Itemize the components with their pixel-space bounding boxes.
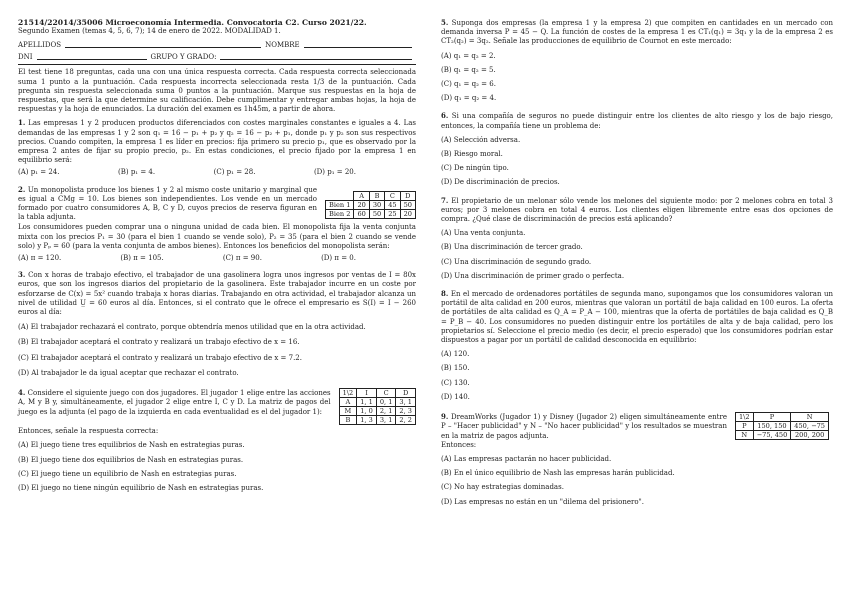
question-text: Con x horas de trabajo efectivo, el trabajador de una gasolinera logra unos ingresos por ventas de I = 80x euros, que son los ingresos diarios del propietario de la gasolinera. Este trabajador incurre en un coste por esforzarse de C(x) = 5x² cuando trabaja x horas diarias. Trabajando en otra actividad, el trabajador alcanza un nivel de utilidad U̲ = 60 euros al día. Entonces, si el contrato que le ofrece el empresario es S(I) = I − 260 euros al día: <box>18 271 416 317</box>
dni-field[interactable] <box>37 59 147 60</box>
question-3 <box>18 270 416 378</box>
question-text: Las empresas 1 y 2 producen productos diferenciados con costes marginales constantes e iguales a 4. Las demandas de las empresas 1 y 2 son q₁ = 16 − p₁ + p₂ y q₂ = 16 − p₂ + p₁, donde p₁ y p₂ son sus respectivos precios. Cuando compiten, la empresa 1 es líder en precios: fija primero su precio p₁, que es observado por la empresa 2 antes de fijar su propio precio, p₂. En estas condiciones, el precio fijado por la empresa 1 en equilibrio será: <box>18 119 416 165</box>
option-d[interactable]: (D) Al trabajador le da igual aceptar que rechazar el contrato. <box>18 368 239 377</box>
left-column <box>18 18 416 493</box>
option-a[interactable]: (A) Selección adversa. <box>441 135 521 144</box>
table-row: M 1, 0 2, 1 2, 3 <box>339 407 415 416</box>
question-6 <box>441 111 833 187</box>
option-c[interactable]: (C) q₁ = q₂ = 6. <box>441 80 496 89</box>
question-text: Considere el siguiente juego con dos jugadores. El jugador 1 elige entre las acciones A, M y B y, simultáneamente, el jugador 2 elige entre I, C y D. La matriz de pagos del juego es la adjunta (el pago de la izquierda en cada eventualidad es el del jugador 1): <box>18 389 331 416</box>
question-text: El propietario de un melonar sólo vende los melones del siguiente modo: por 2 melones cobra en total 3 euros; por 3 melones cobra en total 4 euros. Los clientes eligen libremente entre esas dos opciones de compra. ¿Qué clase de discriminación de precios está aplicando? <box>441 196 833 224</box>
option-c[interactable]: (C) π = 90. <box>222 254 262 263</box>
question-text: Si una compañía de seguros no puede distinguir entre los clientes de alto riesgo y los de bajo riesgo, entonces, la compañía tiene un problema de: <box>441 112 833 130</box>
table-header <box>326 191 354 200</box>
option-a[interactable]: (A) p₁ = 24. <box>18 168 60 177</box>
option-a[interactable]: (A) Una venta conjunta. <box>441 229 526 238</box>
option-c[interactable]: (C) Una discriminación de segundo grado. <box>441 257 592 266</box>
table-row: Bien 2 60 50 25 20 <box>326 209 416 218</box>
table-header: D <box>396 389 416 398</box>
table-header: B <box>369 191 384 200</box>
option-d[interactable]: (D) q₁ = q₂ = 4. <box>441 94 497 103</box>
table-row: P 150, 150 450, −75 <box>735 422 828 431</box>
option-d[interactable]: (D) Una discriminación de primer grado o perfecta. <box>441 271 625 280</box>
table-row: Bien 1 20 30 45 50 <box>326 200 416 209</box>
option-b[interactable]: (B) El trabajador aceptará el contrato y realizará un trabajo efectivo de x = 16. <box>18 338 300 347</box>
question-number: 6. <box>441 111 449 121</box>
question-number: 4. <box>18 388 26 398</box>
option-c[interactable]: (C) El trabajador aceptará el contrato y realizará un trabajo efectivo de x = 7.2. <box>18 353 302 362</box>
option-b[interactable]: (B) El juego tiene dos equilibrios de Nash en estrategias puras. <box>18 455 244 464</box>
option-c[interactable]: (C) De ningún tipo. <box>441 164 509 173</box>
question-number: 9. <box>441 412 449 422</box>
question-number: 1. <box>18 118 26 128</box>
question-text: Un monopolista produce los bienes 1 y 2 al mismo coste unitario y marginal que es igual a CMg = 10. Los bienes son independientes. Los vende en un mercado formado por cuatro consumidores A, B, C y D, cuyos precios de reserva figuran en la tabla adjunta. <box>18 185 318 222</box>
question-5 <box>441 18 833 103</box>
question-7 <box>441 196 833 281</box>
table-header: P <box>753 413 791 422</box>
option-a[interactable]: (A) El trabajador rechazará el contrato, porque obtendría menos utilidad que en la otra actividad. <box>18 323 366 332</box>
dni-label: DNI <box>18 53 33 62</box>
exam-title: 21514/22014/35006 Microeconomía Intermedia. Convocatoria C2. Curso 2021/22. <box>18 18 367 27</box>
option-b[interactable]: (B) Una discriminación de tercer grado. <box>441 243 583 252</box>
reservation-price-table <box>325 191 416 219</box>
option-b[interactable]: (B) q₁ = q₂ = 5. <box>441 65 496 74</box>
nombre-label: NOMBRE <box>265 41 300 50</box>
question-9 <box>441 412 833 507</box>
option-a[interactable]: (A) Las empresas pactarán no hacer publicidad. <box>441 454 612 463</box>
question-number: 7. <box>441 195 449 205</box>
dni-row <box>18 50 416 62</box>
question-8 <box>441 289 833 402</box>
name-row <box>18 38 416 50</box>
option-b[interactable]: (B) 150. <box>441 364 470 373</box>
option-a[interactable]: (A) El juego tiene tres equilibrios de Nash en estrategias puras. <box>18 441 245 450</box>
question-number: 5. <box>441 18 449 27</box>
exam-subtitle: Segundo Examen (temas 4, 5, 6, 7); 14 de enero de 2022. MODALIDAD 1. <box>18 27 281 36</box>
grupo-label: GRUPO Y GRADO: <box>150 53 217 62</box>
option-a[interactable]: (A) π = 120. <box>18 254 62 263</box>
question-number: 3. <box>18 270 26 280</box>
option-c[interactable]: (C) No hay estrategias dominadas. <box>441 483 564 492</box>
table-row: B 1, 3 3, 1 2, 2 <box>339 416 415 425</box>
question-text: Suponga dos empresas (la empresa 1 y la empresa 2) que compiten en cantidades en un mercado con demanda inversa P = 45 − Q. La función de costes de la empresa 1 es CT₁(q₁) = 3q₁ y la de la empresa 2 es CT₂(q₂) = 3q₂. Señale las producciones de equilibrio de Cournot en este mercado: <box>441 19 833 46</box>
table-header: D <box>400 191 415 200</box>
question-text-continued: Entonces: <box>441 440 477 449</box>
question-4 <box>18 388 416 493</box>
payoff-matrix <box>339 388 416 425</box>
option-d[interactable]: (D) De discriminación de precios. <box>441 178 560 187</box>
table-header: 1\2 <box>735 413 753 422</box>
option-c[interactable]: (C) p₁ = 28. <box>213 168 256 177</box>
options-row <box>18 254 416 263</box>
options-row <box>18 168 416 177</box>
option-a[interactable]: (A) q₁ = q₂ = 2. <box>441 51 496 60</box>
divider <box>18 64 416 65</box>
table-header: 1\2 <box>339 389 357 398</box>
option-b[interactable]: (B) π = 105. <box>120 254 164 263</box>
option-b[interactable]: (B) p₁ = 4. <box>118 168 156 177</box>
nombre-field[interactable] <box>304 47 412 48</box>
option-b[interactable]: (B) En el único equilibrio de Nash las empresas harán publicidad. <box>441 469 675 478</box>
grupo-field[interactable] <box>220 59 412 60</box>
table-header: A <box>354 191 369 200</box>
question-text-continued: Los consumidores pueden comprar una o ninguna unidad de cada bien. El monopolista fija la venta conjunta mixta con los precios P₁ = 30 (para el bien 1 cuando se vende solo), P₂ = 35 (para el bien 2 cuando se vende solo) y Pₚ = 60 (para la venta conjunta de ambos bienes). Entonces los beneficios del monopolista serán: <box>18 223 416 250</box>
table-row: A 1, 1 0, 1 3, 1 <box>339 398 415 407</box>
table-header: I <box>357 389 377 398</box>
option-d[interactable]: (D) El juego no tiene ningún equilibrio de Nash en estrategias puras. <box>18 483 264 492</box>
table-header: C <box>385 191 400 200</box>
option-c[interactable]: (C) El juego tiene un equilibrio de Nash en estrategias puras. <box>18 469 237 478</box>
question-text: En el mercado de ordenadores portátiles de segunda mano, supongamos que los consumidores valoran un portátil de alta calidad en 200 euros, mientras que valoran un portátil de baja calidad en 100 euros. La oferta de portátiles de alta calidad es Q_A = P_A − 100, mientras que la oferta de portátiles de baja calidad es Q_B = P_B − 40. Los consumidores no pueden distinguir entre los portátiles de alta y de baja calidad, pero los propietarios sí. Seleccione el precio medio (es decir, el precio esperado) que los consumidores podrían estar dispuestos a pagar por un portátil de calidad desconocida en equilibrio: <box>441 290 833 345</box>
question-1 <box>18 118 416 177</box>
question-text: DreamWorks (Jugador 1) y Disney (Jugador 2) eligen simultáneamente entre P – "Hacer publicidad" y N – "No hacer publicidad" y los resultados se muestran en la matriz de pagos adjunta. <box>441 413 727 440</box>
question-2 <box>18 185 416 264</box>
instructions: El test tiene 18 preguntas, cada una con una única respuesta correcta. Cada respuesta correcta seleccionada suma 1 punto a la puntuación. Cada respuesta incorrecta seleccionada resta 1/3 de la puntuación. Cada pregunta sin respuesta seleccionada suma 0 puntos a la puntuación. Marque sus respuestas en la hoja de respuestas, que será la que determine su calificación. Debe cumplimentar y entregar ambas hojas, la hoja de respuestas y la hoja de enunciados. La duración del examen es 1h45m, a partir de ahora. <box>18 68 416 114</box>
right-column <box>441 18 833 507</box>
option-d[interactable]: (D) 140. <box>441 392 470 401</box>
option-c[interactable]: (C) 130. <box>441 378 470 387</box>
table-header: C <box>376 389 396 398</box>
table-row: N −75, 450 200, 200 <box>735 431 828 440</box>
question-number: 8. <box>441 289 449 299</box>
option-d[interactable]: (D) π = 0. <box>321 254 356 263</box>
option-d[interactable]: (D) Las empresas no están en un "dilema del prisionero". <box>441 497 645 506</box>
apellidos-field[interactable] <box>65 47 261 48</box>
question-number: 2. <box>18 184 26 194</box>
question-text-continued: Entonces, señale la respuesta correcta: <box>18 427 159 436</box>
apellidos-label: APELLIDOS <box>18 41 62 50</box>
table-header: N <box>791 413 829 422</box>
payoff-matrix <box>735 412 829 440</box>
option-b[interactable]: (B) Riesgo moral. <box>441 150 503 159</box>
option-a[interactable]: (A) 120. <box>441 350 470 359</box>
option-d[interactable]: (D) p₁ = 20. <box>313 168 356 177</box>
